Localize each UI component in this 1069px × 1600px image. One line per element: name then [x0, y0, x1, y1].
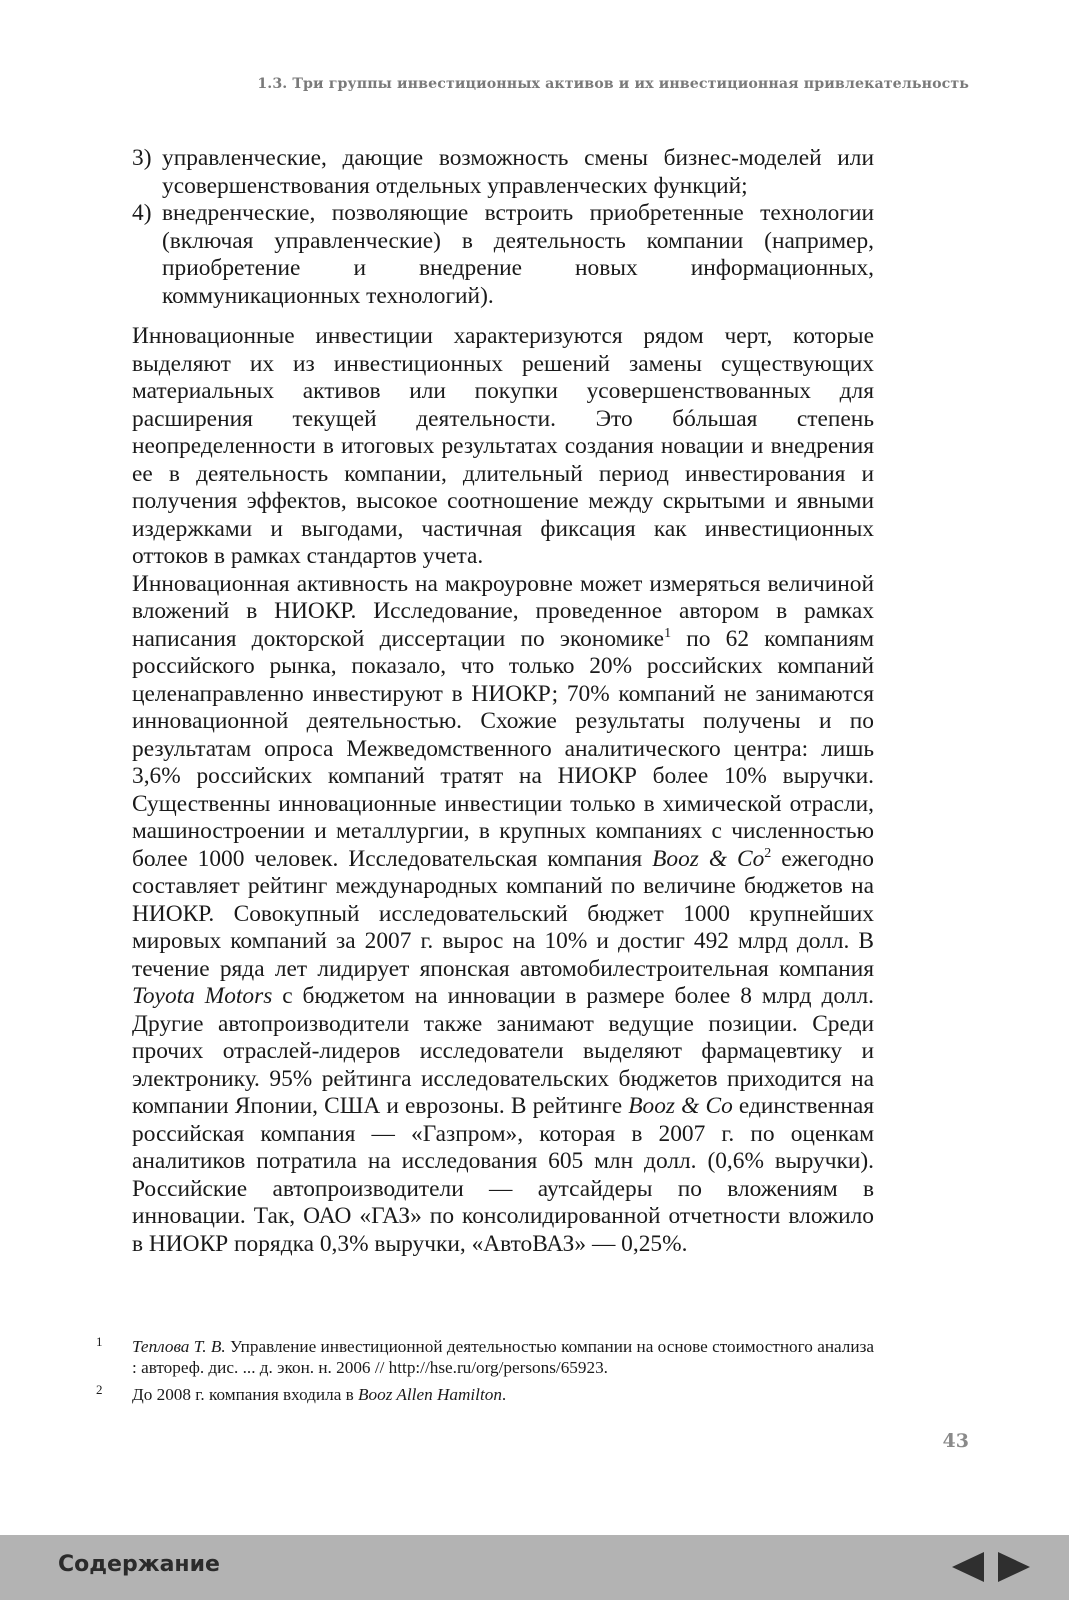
body-paragraphs [132, 323, 874, 1258]
footnote-company: Booz Allen Hamilton [358, 1385, 502, 1404]
paragraph-text: с бюджетом на инновации в размере более 8 млрд долл. Другие автопроизводители также занимают ведущие позиции. Среди прочих отраслей-лидеров исследователи выделяют фармацевтику и электронику. 95% рейтинга исследовательских бюджетов приходится на компании Японии, США и еврозоны. В рейтинге [132, 983, 874, 1119]
list-item-text: управленческие, дающие возможность смены бизнес-моделей или усовершенствования отдельных управленческих функций; [162, 145, 874, 199]
list-item-number: 4) [132, 200, 152, 226]
triangle-right-icon[interactable] [998, 1552, 1030, 1582]
footnote [96, 1384, 874, 1405]
company-name: Booz & Co [628, 1093, 733, 1119]
footnote-author: Теплова Т. В. [132, 1337, 226, 1356]
company-name: Booz & Co [652, 845, 765, 872]
paragraph: Инновационные инвестиции характеризуются рядом черт, которые выделяют их из инвестиционных решений замены существующих материальных активов или покупки усовершенствованных для расширения текущей деятельности. Это бóльшая степень неопределенности в итоговых результатах создания новации и внедрения ее в деятельность компании, длительный период инвестирования и получения эффектов, высокое соотношение между скрытыми и явными издержками и выгодами, частичная фиксация как инвестиционных оттоков в рамках стандартов учета. [132, 323, 874, 569]
list-item [132, 145, 874, 200]
page-number: 43 [942, 1430, 969, 1452]
running-header: 1.3. Три группы инвестиционных активов и их инвестиционная привлекательность [257, 76, 969, 92]
list-item-text: внедренческие, позволяющие встроить приобретенные технологии (включая управленческие) в деятельность компании (например, приобретение и внедрение новых информационных, коммуникационных технологий). [162, 200, 874, 309]
list-item [132, 200, 874, 310]
navigation-bar [0, 1535, 1069, 1600]
triangle-left-icon[interactable] [952, 1552, 984, 1582]
footnote-ref[interactable]: 1 [664, 625, 672, 641]
footnote-text: Управление инвестиционной деятельностью компании на основе стоимостного анализа : автореф. дис. ... д. экон. н. 2006 // http://hse.ru/org/persons/65923. [132, 1337, 875, 1377]
footnotes [96, 1336, 874, 1411]
footnote-mark: 1 [96, 1334, 103, 1349]
paragraph-text: по 62 компаниям российского рынка, показало, что только 20% российских компаний целенаправленно инвестируют в НИОКР; 70% компаний не занимаются инновационной деятельностью. Схожие результаты получены и по результатам опроса Межведомственного аналитического центра: лишь 3,6% российских компаний тратят на НИОКР более 10% выручки. Существенны инновационные инвестиции только в химической отрасли, машиностроении и металлургии, в крупных компаниях с численностью более 1000 человек. Исследовательская компания [132, 625, 874, 872]
paragraph-text: ежегодно составляет рейтинг международных компаний по величине бюджетов на НИОКР. Совокупный исследовательский бюджет 1000 крупнейших мировых компаний за 2007 г. вырос на 10% и достиг 492 млрд долл. В течение ряда лет лидирует японская автомобилестроительная компания [132, 845, 874, 982]
footnote-ref[interactable]: 2 [764, 845, 772, 861]
footnote [96, 1336, 874, 1378]
footnote-mark: 2 [96, 1382, 103, 1397]
company-name: Toyota Motors [132, 983, 273, 1009]
paragraph [132, 571, 874, 1259]
contents-link[interactable]: Содержание [58, 1552, 220, 1577]
footnote-text: До 2008 г. компания входила в [132, 1385, 359, 1404]
paragraph-text: Инновационная активность на макроуровне может измеряться величиной вложений в НИОКР. Исследование, проведенное автором в рамках написания докторской диссертации по экономике [132, 570, 874, 652]
list-item-number: 3) [132, 145, 152, 171]
list [132, 145, 874, 310]
paragraph-text: единственная российская компания — «Газпром», которая в 2007 г. по оценкам аналитиков потратила на исследования 605 млн долл. (0,6% выручки). Российские автопроизводители — аутсайдеры по вложениям в инновации. Так, ОАО «ГАЗ» по консолидированной отчетности вложило в НИОКР порядка 0,3% выручки, «АвтоВАЗ» — 0,25%. [132, 1093, 874, 1257]
footnote-text: . [501, 1385, 507, 1404]
